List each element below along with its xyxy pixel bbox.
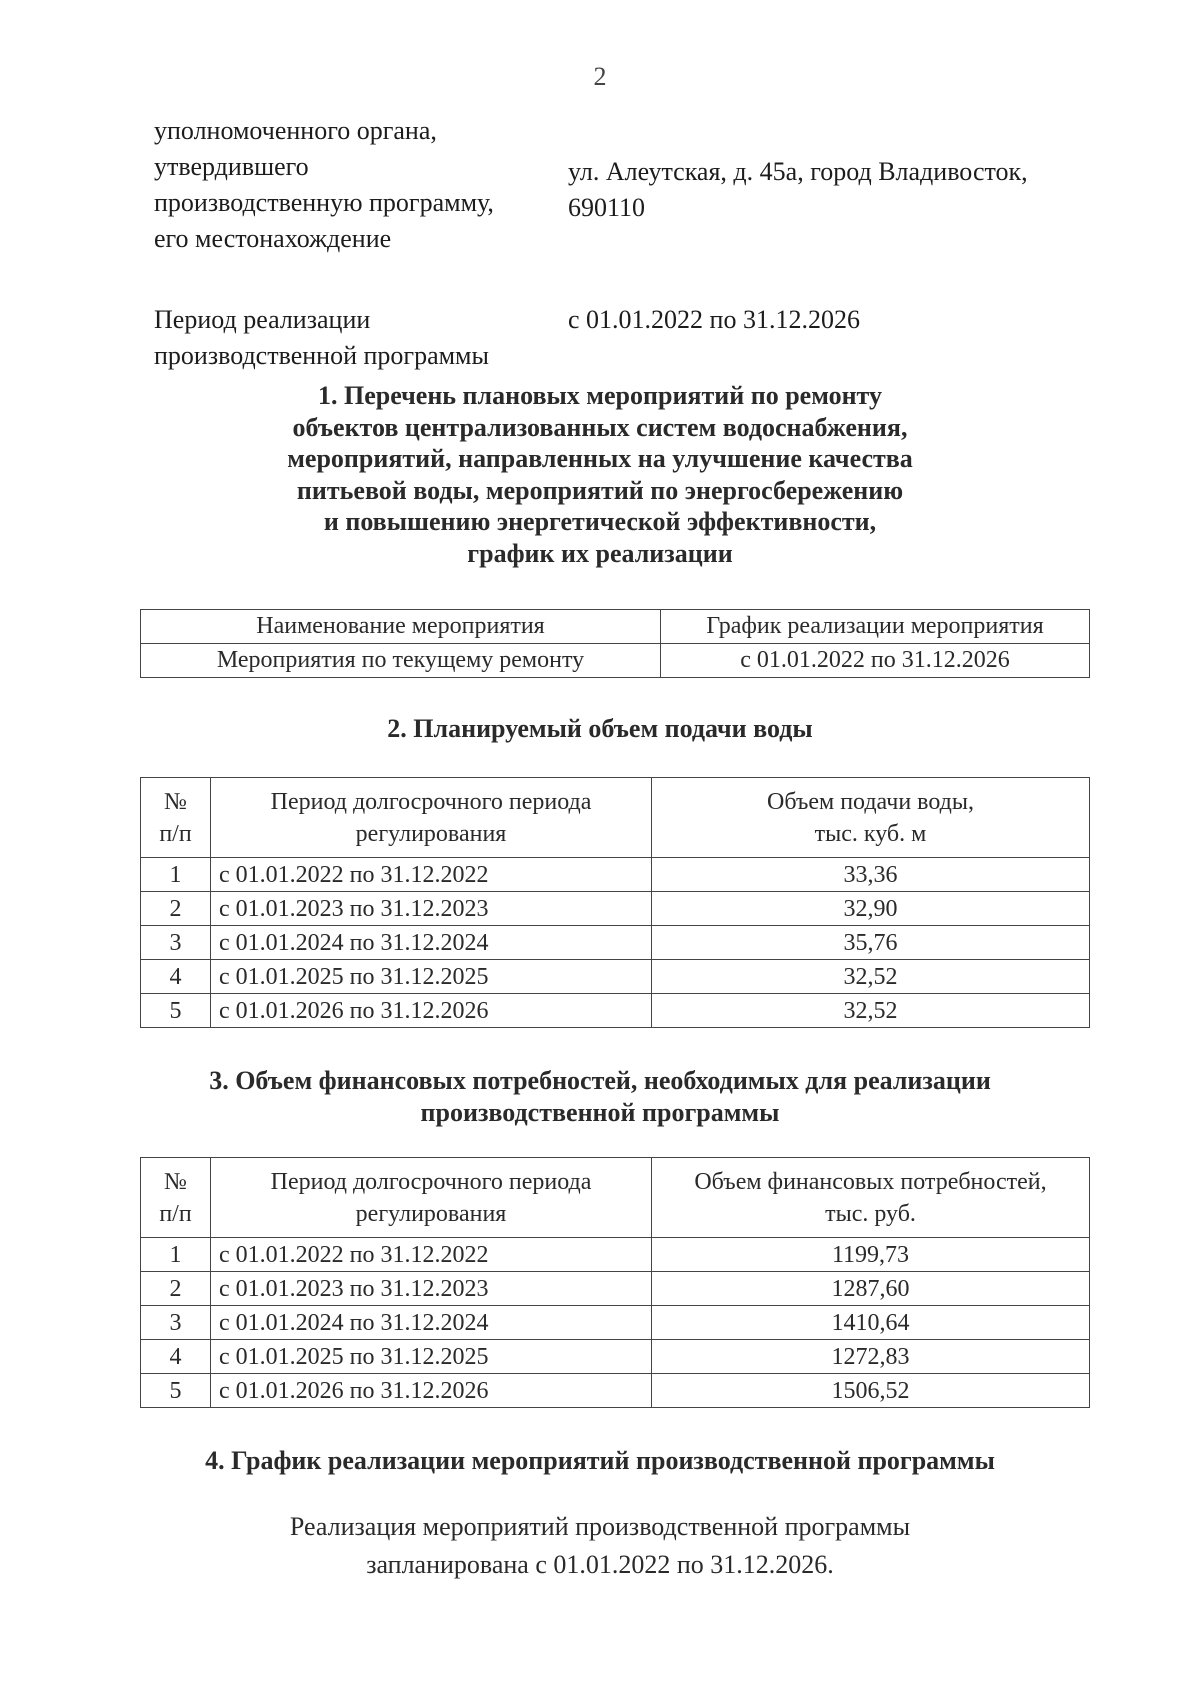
row-number-cell: 5 [141,1374,211,1408]
header-line: тыс. руб. [825,1200,916,1227]
header-line: № [164,1168,187,1195]
measures-table [140,609,1090,678]
column-header-period [211,778,652,858]
column-header-measure-name: Наименование мероприятия [141,610,661,644]
page-number: 2 [593,62,607,91]
section-1-title-line: мероприятий, направленных на улучшение качества [287,444,913,473]
table-row [141,1340,1090,1374]
period-cell: с 01.01.2025 по 31.12.2025 [211,1340,652,1374]
period-cell: с 01.01.2023 по 31.12.2023 [211,1272,652,1306]
authority-label [154,113,494,257]
row-number-cell: 1 [141,1238,211,1272]
section-4-text-line: запланирована с 01.01.2022 по 31.12.2026. [366,1550,834,1579]
authority-label-line: его местонахождение [154,224,392,253]
row-number-cell: 2 [141,1272,211,1306]
row-number-cell: 3 [141,926,211,960]
section-1-title-line: питьевой воды, мероприятий по энергосбережению [296,475,904,505]
section-2-title: 2. Планируемый объем подачи воды [387,714,813,743]
authority-address [568,154,1028,226]
table-row [141,1272,1090,1306]
period-label-line: производственной программы [154,341,489,370]
table-row [141,1306,1090,1340]
financial-needs-cell: 1287,60 [652,1272,1090,1306]
column-header-period [211,1158,652,1238]
period-cell: с 01.01.2022 по 31.12.2022 [211,1238,652,1272]
table-row [141,892,1090,926]
section-4-title: 4. График реализации мероприятий производственной программы [205,1446,995,1475]
table-row [141,644,1090,678]
authority-label-line: производственную программу, [154,188,494,217]
row-number-cell: 3 [141,1306,211,1340]
financial-needs-cell: 1199,73 [652,1238,1090,1272]
table-row [141,1374,1090,1408]
row-number-cell: 1 [141,858,211,892]
row-number-cell: 4 [141,960,211,994]
period-cell: с 01.01.2022 по 31.12.2022 [211,858,652,892]
water-volume-cell: 32,52 [652,960,1090,994]
table-header-row [141,778,1090,858]
header-line: тыс. куб. м [814,820,927,847]
authority-address-line: 690110 [568,193,646,222]
financial-needs-cell: 1506,52 [652,1374,1090,1408]
section-1-title-line: и повышению энергетической эффективности, [323,507,877,536]
period-value [568,302,860,338]
table-header-row [141,610,1090,644]
authority-label-line: уполномоченного органа, [154,116,437,145]
period-label [154,302,489,374]
authority-address-line: ул. Алеутская, д. 45а, город Владивосток, [568,157,1028,186]
header-line: Объем подачи воды, [767,788,974,815]
period-cell: с 01.01.2024 по 31.12.2024 [211,1306,652,1340]
period-label-line: Период реализации [154,305,371,334]
water-volume-cell: 32,52 [652,994,1090,1028]
column-header-water-volume [652,778,1090,858]
water-supply-table [140,777,1090,1028]
financial-needs-cell: 1272,83 [652,1340,1090,1374]
section-3-title-line: производственной программы [420,1097,780,1127]
measure-name-cell: Мероприятия по текущему ремонту [141,644,661,678]
section-1-title [130,380,1070,569]
financial-needs-table [140,1157,1090,1408]
table-row [141,994,1090,1028]
header-line: № [164,788,187,815]
period-cell: с 01.01.2023 по 31.12.2023 [211,892,652,926]
period-cell: с 01.01.2024 по 31.12.2024 [211,926,652,960]
water-volume-cell: 33,36 [652,858,1090,892]
header-line: Объем финансовых потребностей, [694,1168,1047,1195]
column-header-schedule: График реализации мероприятия [661,610,1090,644]
row-number-cell: 4 [141,1340,211,1374]
water-volume-cell: 35,76 [652,926,1090,960]
section-4-text-line: Реализация мероприятий производственной программы [289,1512,911,1541]
table-row [141,926,1090,960]
row-number-cell: 2 [141,892,211,926]
column-header-number [141,778,211,858]
section-1-title-line: 1. Перечень плановых мероприятий по ремонту [318,381,882,410]
section-4-text [130,1508,1070,1584]
water-volume-cell: 32,90 [652,892,1090,926]
section-1-title-line: график их реализации [467,538,733,568]
period-value-line: с 01.01.2022 по 31.12.2026 [568,305,860,334]
header-line: п/п [159,820,192,847]
table-row [141,858,1090,892]
section-3-title-line: 3. Объем финансовых потребностей, необходимых для реализации [209,1066,991,1095]
measure-schedule-cell: с 01.01.2022 по 31.12.2026 [661,644,1090,678]
header-line: регулирования [355,1200,507,1227]
table-header-row [141,1158,1090,1238]
section-1-title-line: объектов централизованных систем водоснабжения, [292,412,908,442]
period-cell: с 01.01.2025 по 31.12.2025 [211,960,652,994]
column-header-number [141,1158,211,1238]
table-row [141,1238,1090,1272]
row-number-cell: 5 [141,994,211,1028]
period-cell: с 01.01.2026 по 31.12.2026 [211,994,652,1028]
header-line: п/п [159,1200,192,1227]
section-3-title [130,1065,1070,1128]
column-header-financial-needs [652,1158,1090,1238]
period-cell: с 01.01.2026 по 31.12.2026 [211,1374,652,1408]
header-line: Период долгосрочного периода [270,1168,592,1195]
financial-needs-cell: 1410,64 [652,1306,1090,1340]
authority-label-line: утвердившего [154,152,309,181]
table-row [141,960,1090,994]
header-line: Период долгосрочного периода [270,788,592,815]
header-line: регулирования [355,820,507,847]
